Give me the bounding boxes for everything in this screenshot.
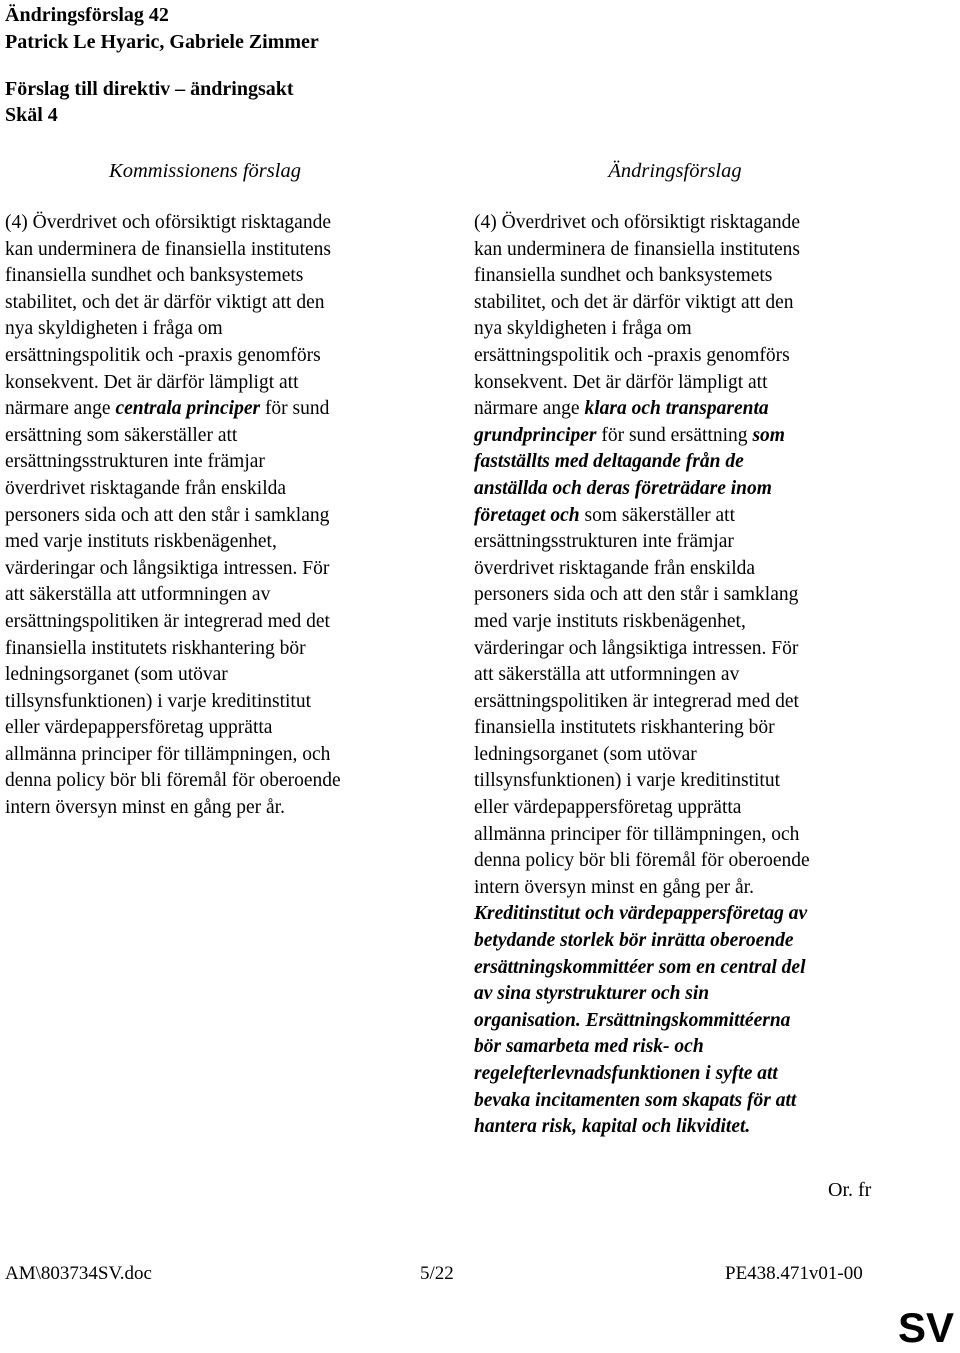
- text-segment: som säkerställer att ersättningsstrukturen inte främjar överdrivet risktagande från enskilda personers sida och att den står i samklang med varje instituts riskbenägenhet, värderingar och långsiktiga intressen. För att säkerställa att utformningen av ersättningspolitiken är integrerad med det finansiella institutets riskhantering bör ledningsorganet (som utövar tillsynsfunktionen) i varje kreditinstitut eller värdepappersföretag upprätta allmänna principer för tillämpningen, och denna policy bör bli föremål för oberoende intern översyn minst en gång per år.: [474, 504, 810, 898]
- proposal-title: Förslag till direktiv – ändringsakt: [5, 78, 294, 100]
- text-segment: (4) Överdrivet och oförsiktigt risktagande kan underminera de finansiella institutens finansiella sundhet och banksystemets stabilitet, och det är därför viktigt att den nya skyldigheten i fråga om ersättningspolitik och -praxis genomförs konsekvent. Det är därför lämpligt att närmare ange: [474, 212, 800, 420]
- language-badge: SV: [898, 1304, 955, 1351]
- pe-reference: PE438.471v01-00: [725, 1263, 863, 1284]
- text-segment: för sund ersättning: [596, 424, 753, 446]
- amendment-heading: Ändringsförslag: [608, 160, 742, 182]
- document-reference: AM\803734SV.doc: [5, 1263, 152, 1284]
- text-segment: för sund ersättning som säkerställer att ersättningsstrukturen inte främjar överdrivet risktagande från enskilda personers sida och att den står i samklang med varje instituts riskbenägenhet, värderingar och långsiktiga intressen. För att säkerställa att utformningen av ersättningspolitiken är integrerad med det finansiella institutets riskhantering bör ledningsorganet (som utövar tillsynsfunktionen) i varje kreditinstitut eller värdepappersföretag upprätta allmänna principer för tillämpningen, och denna policy bör bli föremål för oberoende intern översyn minst en gång per år.: [5, 398, 341, 819]
- text-segment-emphasis: klara och transparenta grundprinciper: [474, 398, 769, 446]
- text-segment: (4) Överdrivet och oförsiktigt risktagande kan underminera de finansiella institutens finansiella sundhet och banksystemets stabilitet, och det är därför viktigt att den nya skyldigheten i fråga om ersättningspolitik och -praxis genomförs konsekvent. Det är därför lämpligt att närmare ange: [5, 212, 331, 420]
- commission-proposal-text: [5, 210, 425, 822]
- text-segment-emphasis: centrala principer: [115, 398, 261, 420]
- amendment-number: Ändringsförslag 42: [5, 4, 169, 26]
- original-language: Or. fr: [828, 1179, 872, 1201]
- text-segment-emphasis: Kreditinstitut och värdepappersföretag av betydande storlek bör inrätta oberoende ersättningskommittéer som en central del av sina styrstrukturer och sin organisation. Ersättningskommittéerna bör samarbeta med risk- och regelefterlevnadsfunktionen i syfte att bevaka incitamenten som skapats för att hantera risk, kapital och likviditet.: [474, 903, 808, 1138]
- recital-number: Skäl 4: [5, 104, 58, 126]
- amendment-authors: Patrick Le Hyaric, Gabriele Zimmer: [5, 31, 319, 53]
- page-number: 5/22: [420, 1263, 454, 1284]
- text-segment-emphasis: som fastställts med deltagande från de anställda och deras företrädare inom företaget och: [474, 424, 785, 526]
- amendment-text: [474, 210, 904, 1141]
- commission-proposal-heading: Kommissionens förslag: [109, 160, 301, 182]
